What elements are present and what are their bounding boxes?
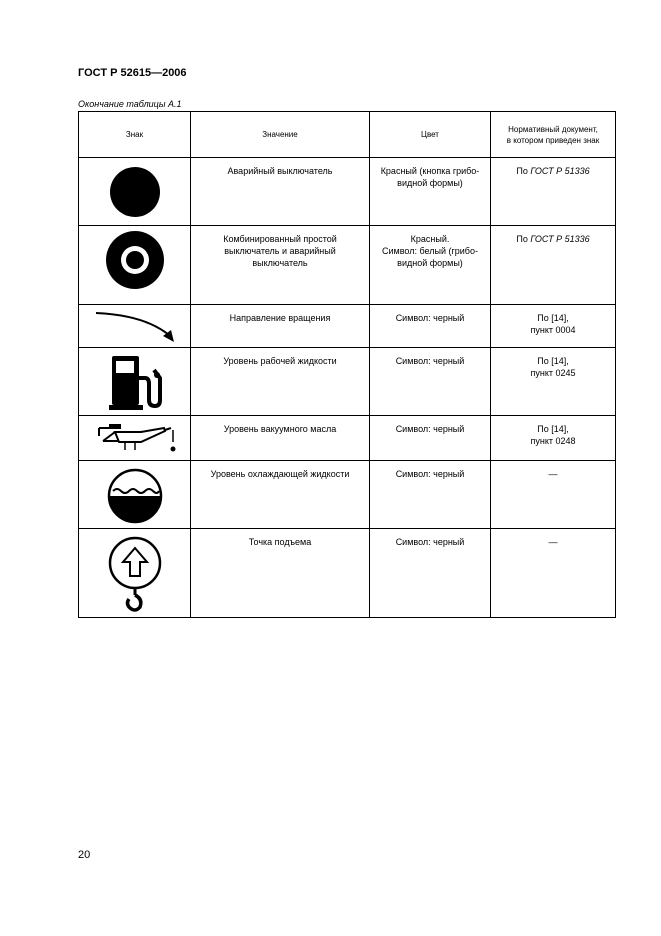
meaning-line: Уровень охлаждающей жидкости [210, 469, 350, 479]
color-cell [370, 416, 491, 461]
sign-cell [79, 305, 191, 348]
table-row [79, 416, 616, 461]
meaning-line: выключатель [252, 258, 308, 268]
sign-cell [79, 226, 191, 305]
color-line: видной формы) [397, 178, 463, 188]
lifting-hook-icon [79, 529, 191, 618]
color-line: Красный (кнопка грибо- [380, 166, 480, 176]
sign-cell [79, 529, 191, 618]
color-line: Символ: черный [395, 424, 465, 434]
rotation-direction-arrow-icon [79, 305, 191, 348]
color-cell [370, 305, 491, 348]
column-header-reference [491, 112, 616, 158]
reference-prefix: По [516, 166, 531, 176]
color-cell [370, 461, 491, 529]
reference-prefix: По [516, 234, 531, 244]
coolant-level-icon [79, 461, 191, 529]
meaning-cell [191, 226, 370, 305]
meaning-line: выключатель и аварийный [224, 246, 336, 256]
meaning-line: Направление вращения [229, 313, 331, 323]
page-number: 20 [78, 849, 91, 861]
reference-line: — [548, 469, 558, 479]
reference-line: По [14], [537, 313, 569, 323]
oil-can-icon [79, 416, 191, 461]
fuel-pump-icon [79, 348, 191, 416]
meaning-cell [191, 305, 370, 348]
reference-cell [491, 305, 616, 348]
sign-cell [79, 416, 191, 461]
color-cell [370, 529, 491, 618]
reference-line: пункт 0004 [530, 325, 576, 335]
reference-cell [491, 529, 616, 618]
meaning-cell [191, 461, 370, 529]
meaning-cell [191, 416, 370, 461]
reference-line: пункт 0245 [530, 368, 576, 378]
emergency-stop-button-icon [79, 158, 191, 226]
table-row [79, 226, 616, 305]
reference-line: пункт 0248 [530, 436, 576, 446]
table-caption: Окончание таблицы А.1 [78, 99, 182, 109]
meaning-cell [191, 158, 370, 226]
reference-cell [491, 416, 616, 461]
color-line: видной формы) [397, 258, 463, 268]
reference-line: По [14], [537, 424, 569, 434]
reference-cell [491, 461, 616, 529]
table-row [79, 529, 616, 618]
document-header: ГОСТ Р 52615—2006 [78, 67, 187, 79]
table-row [79, 158, 616, 226]
meaning-line: Уровень рабочей жидкости [223, 356, 337, 366]
reference-standard: ГОСТ Р 51336 [530, 234, 590, 244]
reference-cell [491, 348, 616, 416]
table-header-row [79, 112, 616, 158]
color-line: Символ: черный [395, 356, 465, 366]
meaning-cell [191, 348, 370, 416]
meaning-cell [191, 529, 370, 618]
meaning-line: Аварийный выключатель [227, 166, 333, 176]
meaning-line: Точка подъема [248, 537, 312, 547]
meaning-line: Уровень вакуумного масла [223, 424, 337, 434]
reference-line: — [548, 537, 558, 547]
reference-cell [491, 158, 616, 226]
meaning-line: Комбинированный простой [223, 234, 337, 244]
color-line: Символ: черный [395, 537, 465, 547]
color-line: Символ: черный [395, 313, 465, 323]
table-row [79, 461, 616, 529]
column-header-color: Цвет [370, 112, 491, 158]
column-header-reference-line2: в котором приведен знак [506, 135, 600, 145]
reference-cell [491, 226, 616, 305]
sign-cell [79, 461, 191, 529]
table-row [79, 348, 616, 416]
sign-cell [79, 158, 191, 226]
combined-switch-icon [79, 226, 191, 305]
color-line: Символ: белый (грибо- [382, 246, 478, 256]
color-line: Красный. [410, 234, 450, 244]
reference-standard: ГОСТ Р 51336 [530, 166, 590, 176]
reference-line: По [14], [537, 356, 569, 366]
sign-cell [79, 348, 191, 416]
color-line: Символ: черный [395, 469, 465, 479]
column-header-reference-line1: Нормативный документ, [508, 124, 598, 134]
column-header-meaning: Значение [191, 112, 370, 158]
color-cell [370, 226, 491, 305]
color-cell [370, 348, 491, 416]
table-row [79, 305, 616, 348]
color-cell [370, 158, 491, 226]
column-header-sign: Знак [79, 112, 191, 158]
signs-table [78, 111, 616, 618]
